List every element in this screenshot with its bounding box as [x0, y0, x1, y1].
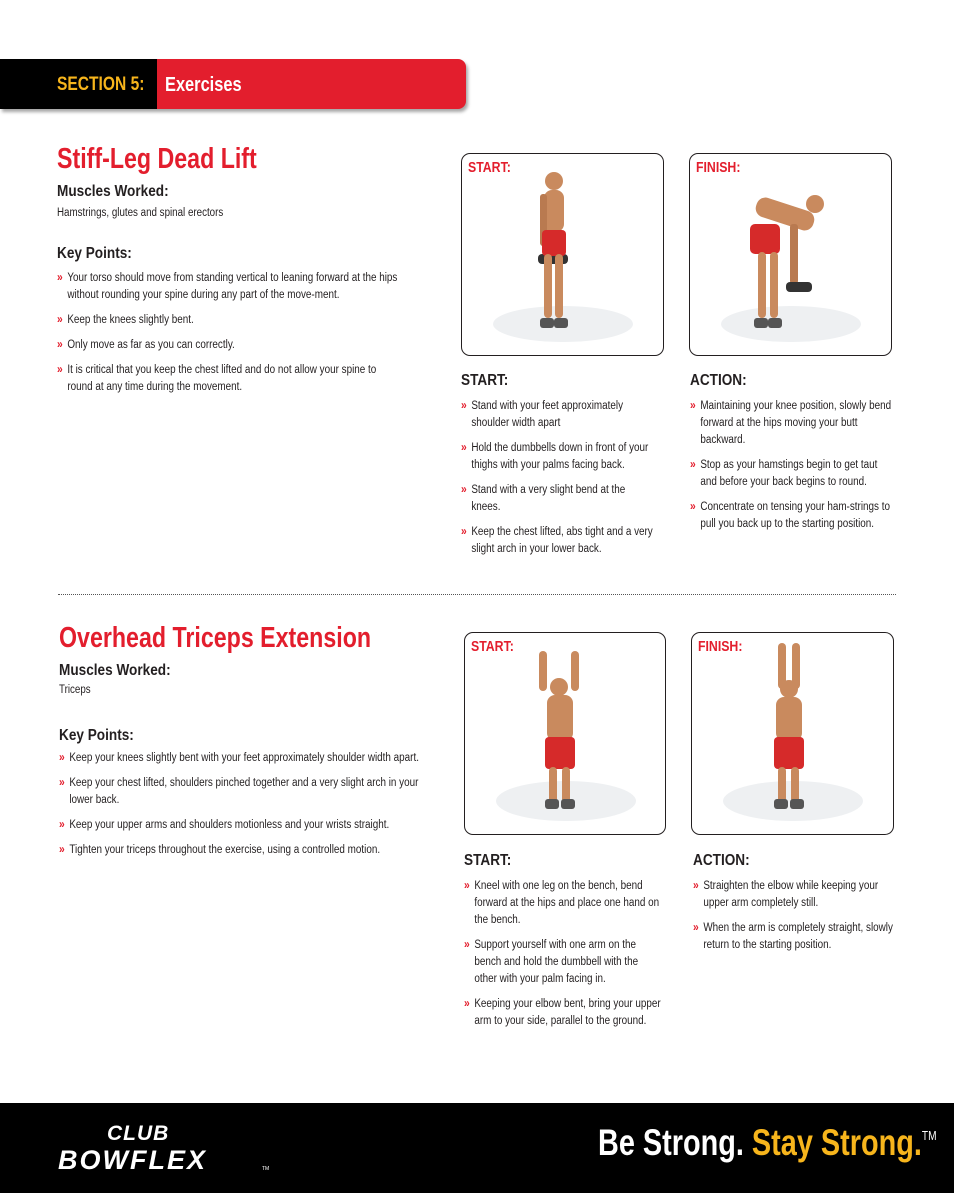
list-item: » Keep the chest lifted, abs tight and a very slight arch in your lower back. — [461, 524, 653, 555]
exercise-2-action-steps — [693, 878, 895, 962]
list-item: » Your torso should move from standing vertical to leaning forward at the hips without rounding your spine during any part of the move-ment. — [57, 270, 398, 301]
exercise-1-muscles-label: Muscles Worked: — [57, 183, 169, 200]
list-item: » Only move as far as you can correctly. — [57, 337, 235, 351]
slogan-white: Be Strong. — [598, 1122, 744, 1163]
man-bending-illustration — [690, 154, 892, 356]
start-tag: START: — [468, 159, 511, 176]
list-item: » When the arm is completely straight, slowly return to the starting position. — [693, 920, 893, 951]
slogan — [598, 1122, 937, 1164]
list-item: » It is critical that you keep the chest lifted and do not allow your spine to round at any time during the movement. — [57, 362, 377, 393]
exercise-2-muscles: Triceps — [59, 684, 91, 696]
exercise-2-start-photo — [464, 632, 666, 835]
man-overhead-bent-illustration — [465, 633, 666, 835]
list-item: » Hold the dumbbells down in front of your thighs with your palms facing back. — [461, 440, 649, 471]
exercise-2-key-points — [59, 750, 442, 867]
logo-bowflex-text: BOWFLEX — [58, 1145, 207, 1175]
exercise-2-start-label: START: — [464, 852, 512, 869]
section-title: Exercises — [165, 74, 242, 96]
exercise-2-key-points-label: Key Points: — [59, 727, 134, 744]
exercise-1-start-label: START: — [461, 372, 509, 389]
section-number: SECTION 5: — [57, 74, 145, 95]
exercise-2-finish-photo — [691, 632, 894, 835]
man-overhead-straight-illustration — [692, 633, 894, 835]
exercise-2-muscles-label: Muscles Worked: — [59, 662, 171, 679]
slogan-trademark: TM — [921, 1128, 937, 1143]
list-item: » Kneel with one leg on the bench, bend forward at the hips and place one hand on the bench. — [464, 878, 660, 926]
man-standing-illustration — [462, 154, 664, 356]
slogan-yellow: Stay Strong. — [751, 1122, 922, 1163]
finish-tag: FINISH: — [696, 159, 741, 176]
exercise-1-finish-photo — [689, 153, 892, 356]
exercise-2-start-steps — [464, 878, 662, 1038]
exercise-1-start-photo — [461, 153, 664, 356]
exercise-1-key-points — [57, 270, 401, 404]
list-item: » Stand with a very slight bend at the knees. — [461, 482, 626, 513]
list-item: » Maintaining your knee position, slowly bend forward at the hips moving your butt backward. — [690, 398, 892, 446]
exercise-2-title: Overhead Triceps Extension — [59, 622, 372, 654]
list-item: » Keep your upper arms and shoulders motionless and your wrists straight. — [59, 817, 390, 831]
exercise-1-key-points-label: Key Points: — [57, 245, 132, 262]
exercise-2-action-label: ACTION: — [693, 852, 750, 869]
list-item: » Concentrate on tensing your ham-strings to pull you back up to the starting position. — [690, 499, 890, 530]
list-item: » Support yourself with one arm on the bench and hold the dumbbell with the other with your palm facing in. — [464, 937, 639, 985]
section-divider — [58, 594, 896, 595]
finish-tag: FINISH: — [698, 638, 743, 655]
logo-trademark: TM — [262, 1166, 270, 1172]
exercise-1-action-steps — [690, 398, 892, 541]
exercise-1-title: Stiff-Leg Dead Lift — [57, 143, 257, 175]
list-item: » Keep the knees slightly bent. — [57, 312, 194, 326]
exercise-1-muscles: Hamstrings, glutes and spinal erectors — [57, 207, 224, 219]
list-item: » Stop as your hamstings begin to get taut and before your back begins to round. — [690, 457, 878, 488]
exercise-1-action-label: ACTION: — [690, 372, 747, 389]
list-item: » Tighten your triceps throughout the exercise, using a controlled motion. — [59, 842, 381, 856]
list-item: » Stand with your feet approximately shoulder width apart — [461, 398, 624, 429]
list-item: » Straighten the elbow while keeping your upper arm completely still. — [693, 878, 879, 909]
list-item: » Keep your chest lifted, shoulders pinched together and a very slight arch in your lower back. — [59, 775, 419, 806]
start-tag: START: — [471, 638, 514, 655]
list-item: » Keep your knees slightly bent with your feet approximately shoulder width apart. — [59, 750, 419, 764]
list-item: » Keeping your elbow bent, bring your upper arm to your side, parallel to the ground. — [464, 996, 661, 1027]
logo-club-text: CLUB — [107, 1122, 170, 1145]
exercise-1-start-steps — [461, 398, 655, 566]
